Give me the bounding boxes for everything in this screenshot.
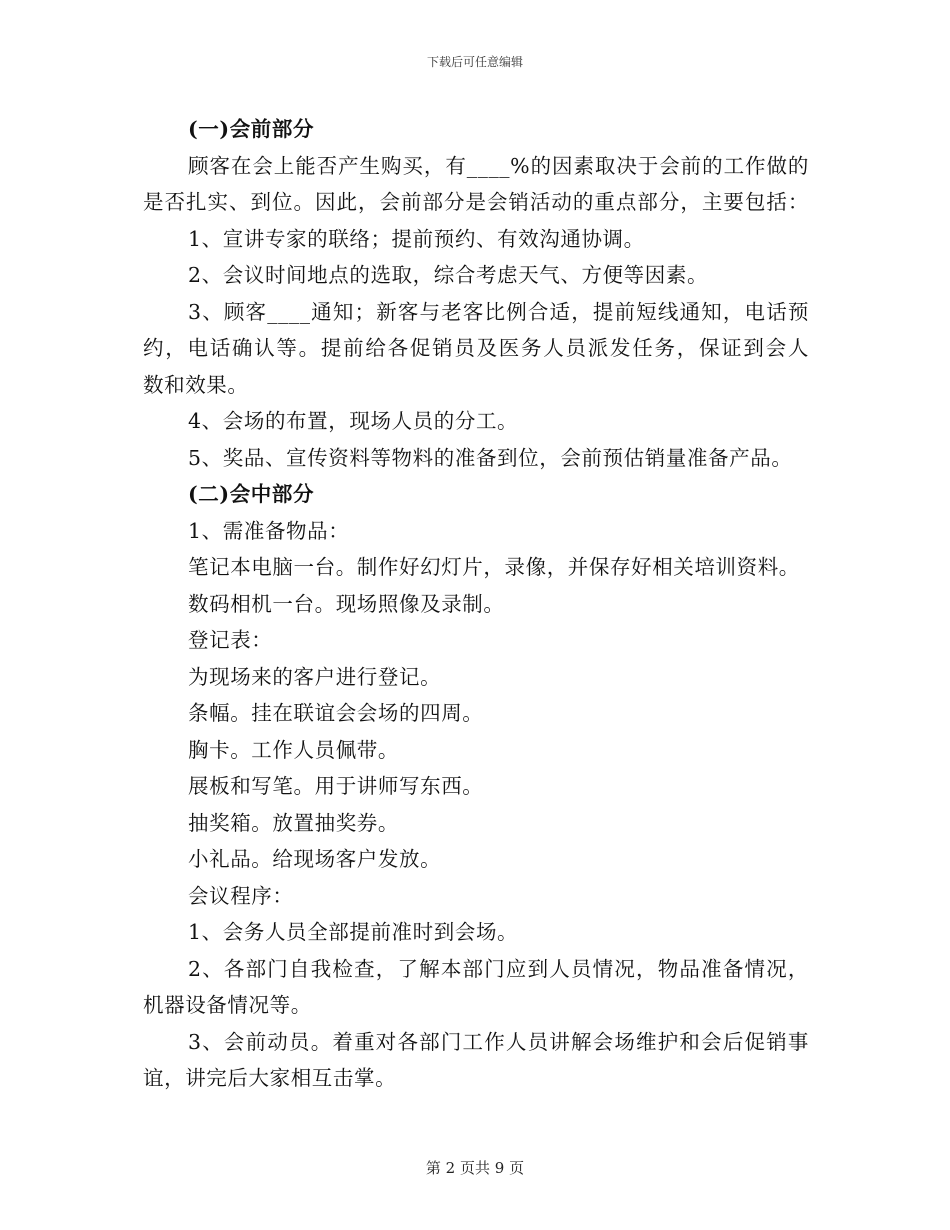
paragraph-line: 3、顾客____通知；新客与老客比例合适，提前短线通知，电话预	[188, 299, 809, 324]
paragraph-line: 机器设备情况等。	[143, 993, 312, 1017]
paragraph-line: 数码相机一台。现场照像及录制。	[188, 591, 505, 616]
paragraph-line: 1、宣讲专家的联络；提前预约、有效沟通协调。	[188, 226, 645, 251]
page-header: 下载后可任意编辑	[426, 55, 523, 69]
paragraph-line: 登记表：	[188, 628, 273, 652]
paragraph-line: 1、需准备物品：	[188, 518, 350, 543]
paragraph-line: 1、会务人员全部提前准时到会场。	[188, 920, 519, 944]
paragraph-line: 约，电话确认等。提前给各促销员及医务人员派发任务，保证到会人	[143, 336, 809, 360]
paragraph-line: 是否扎实、到位。因此，会前部分是会销活动的重点部分，主要包括：	[143, 190, 809, 214]
section-heading: (二)会中部分	[188, 482, 315, 506]
paragraph-line: 5、奖品、宣传资料等物料的准备到位，会前预估销量准备产品。	[188, 445, 793, 470]
document-body	[143, 111, 809, 1097]
paragraph-line: 抽奖箱。放置抽奖券。	[188, 810, 399, 835]
paragraph-line: 4、会场的布置，现场人员的分工。	[188, 409, 519, 433]
page-footer: 第 2 页共 9 页	[425, 1159, 525, 1177]
paragraph-line: 数和效果。	[143, 372, 249, 397]
paragraph-line: 会议程序：	[188, 883, 294, 908]
paragraph-line: 2、各部门自我检查，了解本部门应到人员情况，物品准备情况，	[188, 956, 809, 981]
paragraph-line: 顾客在会上能否产生购买，有____%的因素取决于会前的工作做的	[188, 153, 809, 178]
paragraph-line: 胸卡。工作人员佩带。	[188, 737, 399, 762]
paragraph-line: 3、会前动员。着重对各部门工作人员讲解会场维护和会后促销事	[188, 1029, 809, 1054]
paragraph-line: 笔记本电脑一台。制作好幻灯片，录像，并保存好相关培训资料。	[188, 555, 800, 579]
paragraph-line: 展板和写笔。用于讲师写东西。	[188, 774, 484, 798]
section-heading: (一)会前部分	[188, 117, 315, 141]
paragraph-line: 2、会议时间地点的选取，综合考虑天气、方便等因素。	[188, 263, 709, 287]
paragraph-line: 条幅。挂在联谊会会场的四周。	[188, 701, 484, 725]
paragraph-line: 谊，讲完后大家相互击掌。	[143, 1066, 397, 1090]
paragraph-line: 为现场来的客户进行登记。	[188, 664, 442, 689]
paragraph-line: 小礼品。给现场客户发放。	[188, 847, 442, 871]
